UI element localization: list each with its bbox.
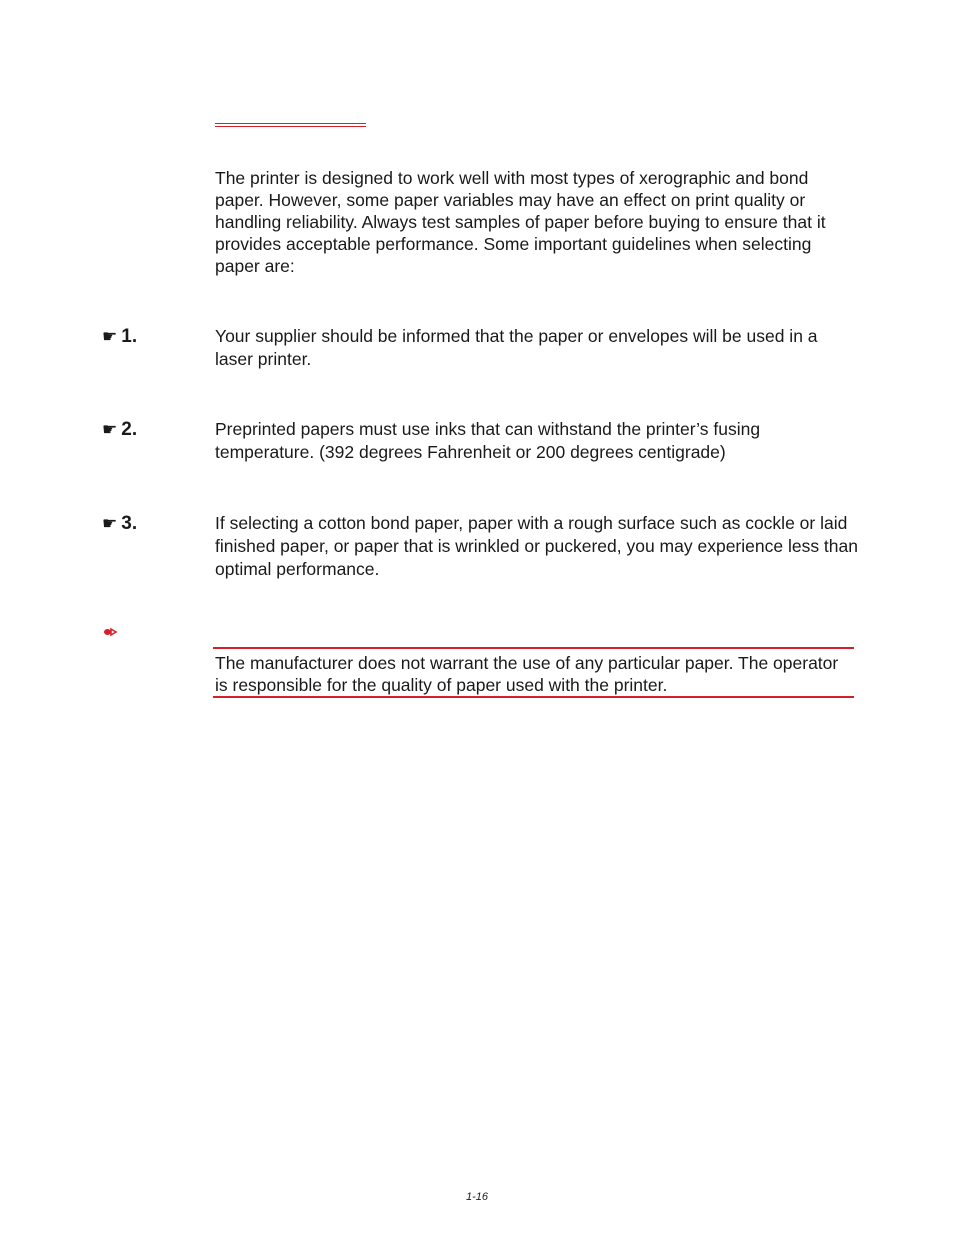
intro-paragraph: The printer is designed to work well with most types of xerographic and bond paper. However, some paper variables may have an effect on print quality or handling reliability. Always test samples of paper before buying to ensure that it provides acceptable performance. Some important guidelines when selecting paper are: [215, 168, 826, 276]
step-number: 1. [121, 326, 138, 347]
step-marker [102, 418, 137, 442]
section-heading-rule [215, 123, 366, 127]
pointing-hand-icon: ☛ [102, 327, 118, 346]
pointing-hand-icon: ☛ [102, 420, 118, 439]
step-text: Your supplier should be informed that the paper or envelopes will be used in a laser printer. [215, 326, 818, 369]
step-marker [102, 325, 137, 349]
pointing-hand-icon: ☛ [102, 514, 118, 533]
page-number: 1-16 [465, 1191, 489, 1203]
step-marker [102, 512, 137, 536]
step-number: 2. [121, 419, 138, 440]
step-text: If selecting a cotton bond paper, paper with a rough surface such as cockle or laid finished paper, or paper that is wrinkled or puckered, you may experience less than optimal performance. [215, 513, 858, 579]
note-pencil-icon [103, 626, 119, 642]
step-text: Preprinted papers must use inks that can withstand the printer’s fusing temperature. (392 degrees Fahrenheit or 200 degrees centigrade) [215, 419, 761, 462]
note-text: The manufacturer does not warrant the use of any particular paper. The operator is responsible for the quality of paper used with the printer. [215, 653, 839, 695]
note-box [213, 647, 854, 698]
step-number: 3. [121, 513, 138, 534]
